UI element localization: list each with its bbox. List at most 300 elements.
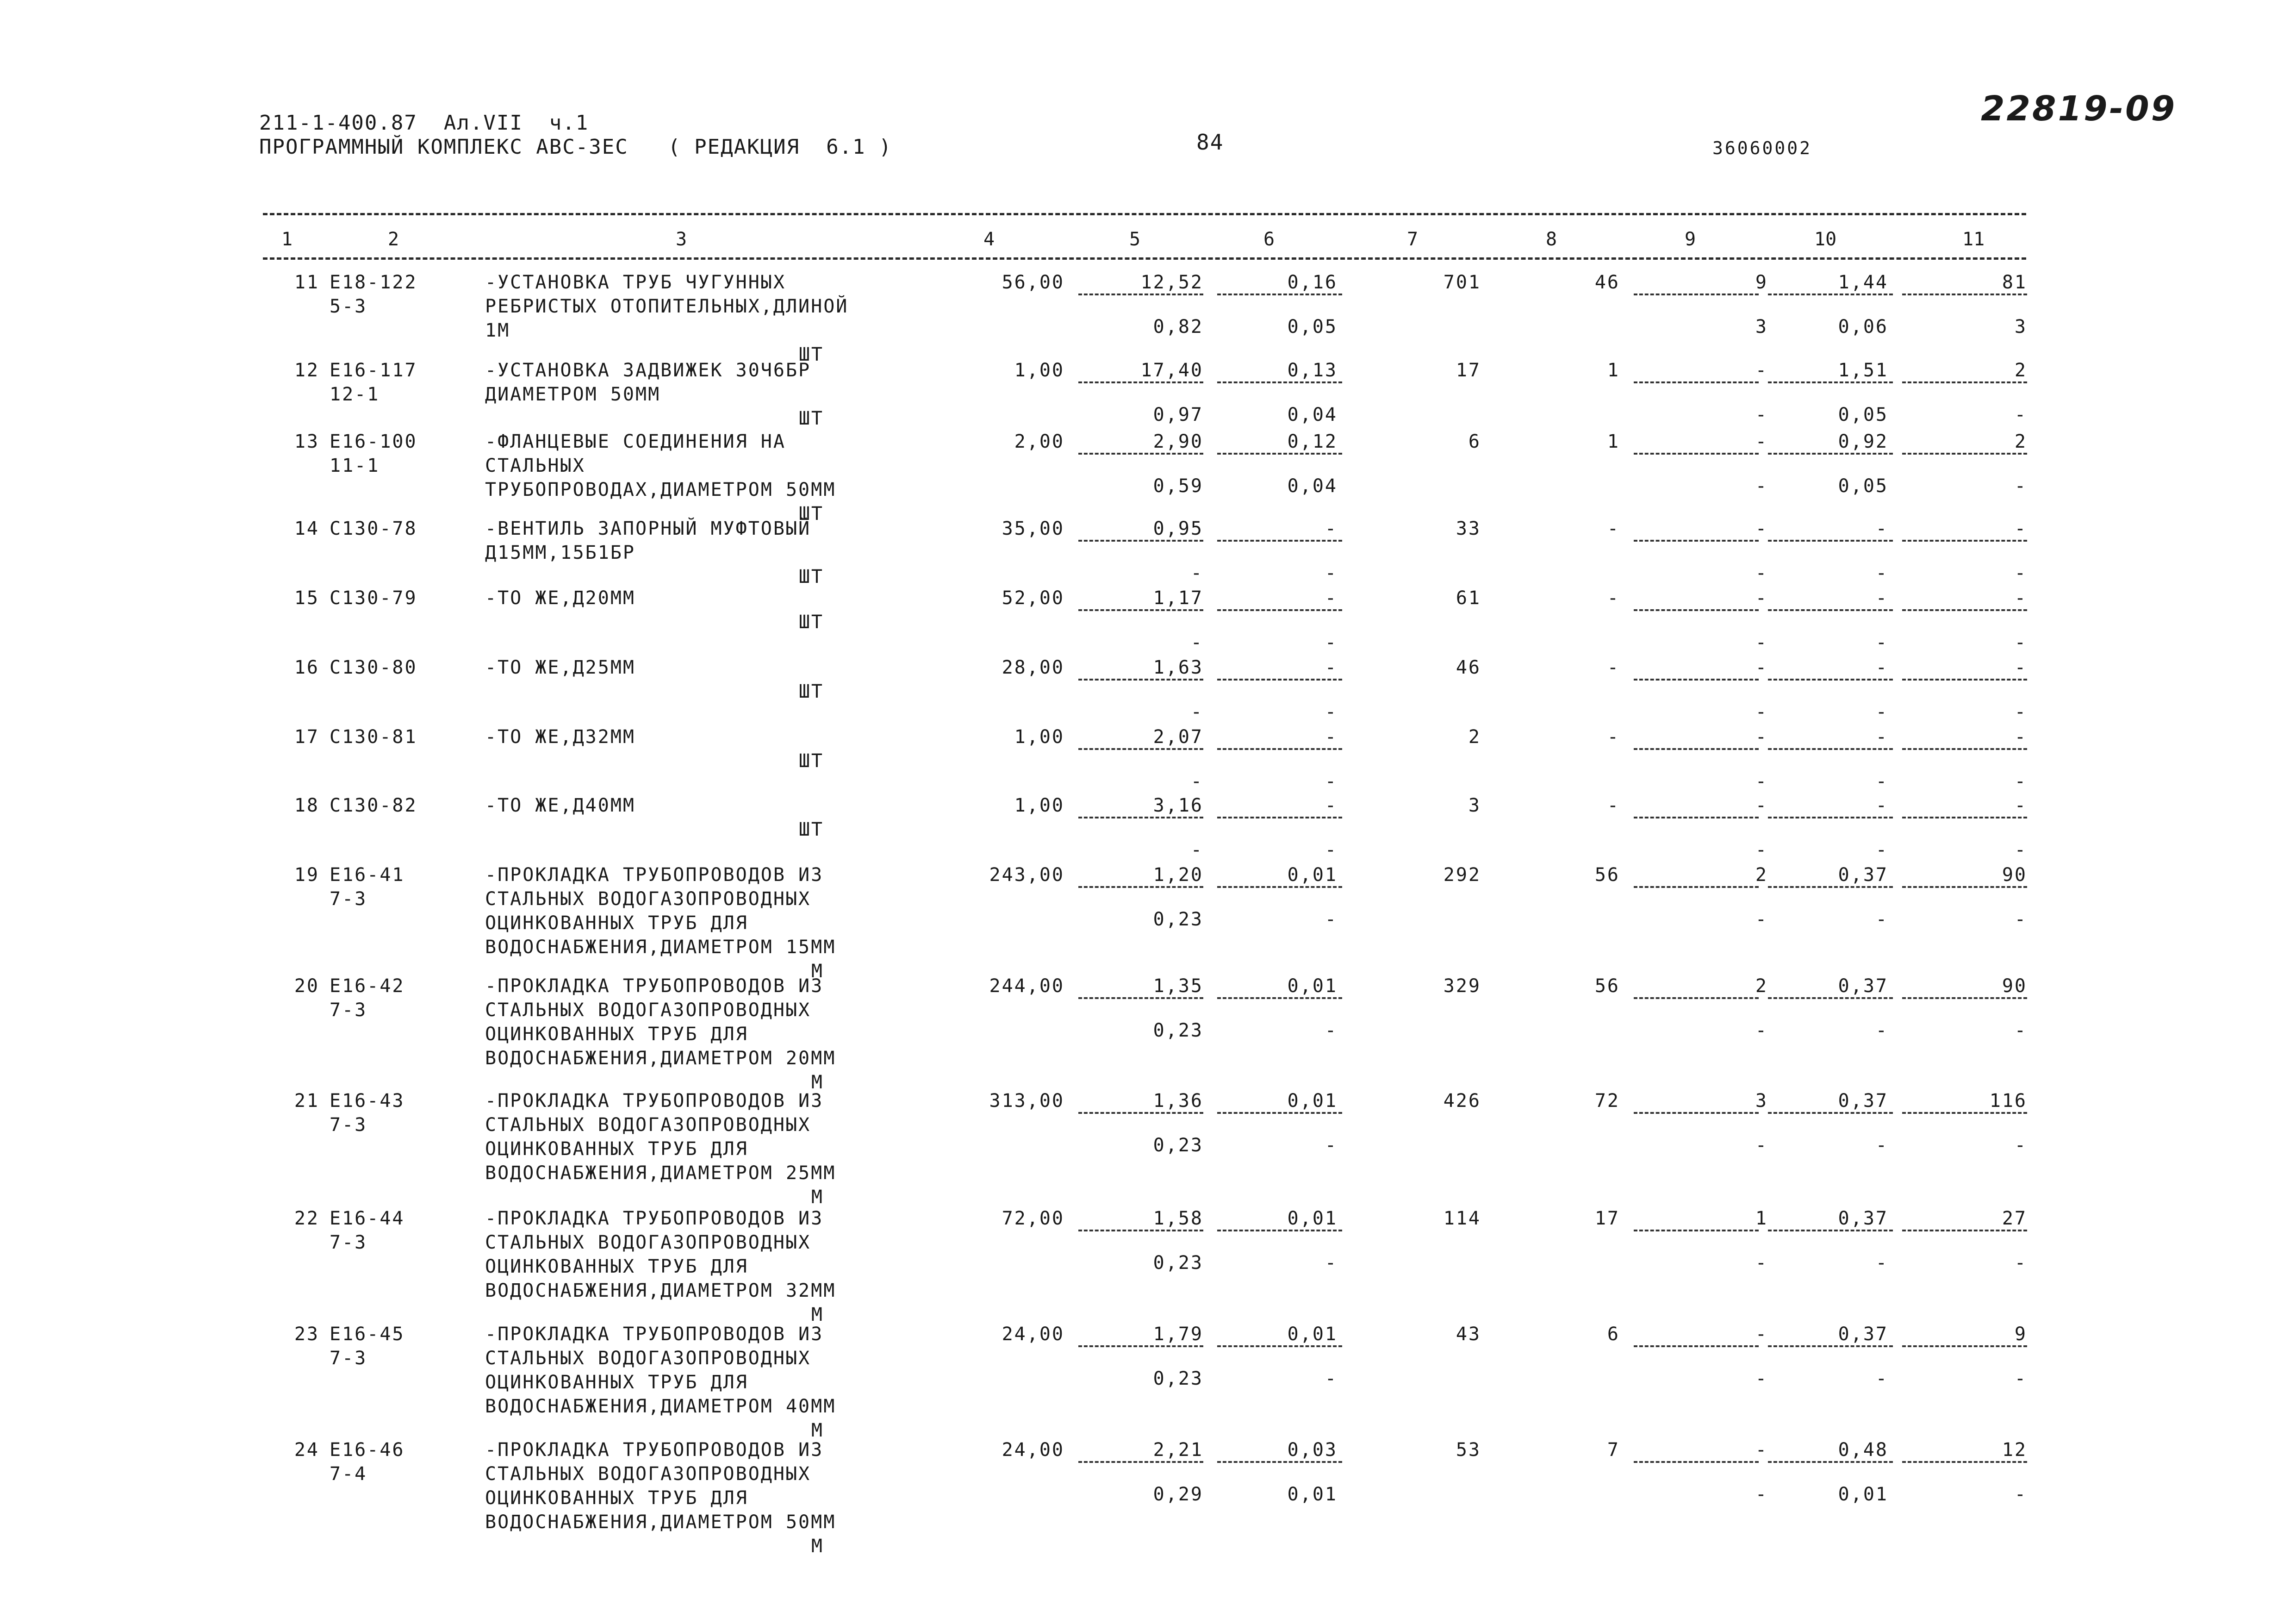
work-description: -ПРОКЛАДКА ТРУБОПРОВОДОВ ИЗ <box>485 975 824 997</box>
total-cost: 61 <box>1456 587 1481 609</box>
total-wages: - <box>1607 726 1620 748</box>
labor-total: 9 <box>2014 1324 2027 1345</box>
unit-of-measure: ШТ <box>798 344 824 365</box>
total-machines-wages: - <box>1755 1484 1768 1505</box>
quantity: 28,00 <box>1002 657 1064 678</box>
divider-line <box>1078 609 1203 611</box>
divider-line <box>1768 817 1893 818</box>
divider-line <box>1078 1230 1203 1231</box>
total-cost: 329 <box>1443 975 1481 997</box>
total-machines: - <box>1755 657 1768 678</box>
rate-code: 5-3 <box>330 296 367 317</box>
row-number: 18 <box>294 795 319 816</box>
labor-per-unit: - <box>1875 795 1888 816</box>
divider-line <box>1768 1461 1893 1463</box>
labor-per-unit-machinists: - <box>1875 771 1888 792</box>
row-number: 17 <box>294 726 319 748</box>
rate-code: 7-3 <box>330 1232 367 1253</box>
labor-per-unit-machinists: - <box>1875 562 1888 584</box>
labor-total: - <box>2014 518 2027 539</box>
row-number: 12 <box>294 360 319 381</box>
divider-line <box>1078 1345 1203 1347</box>
quantity: 52,00 <box>1002 587 1064 609</box>
divider-line <box>1217 1461 1342 1463</box>
labor-total-machinists: - <box>2014 632 2027 653</box>
labor-total: - <box>2014 657 2027 678</box>
unit-of-measure: М <box>811 1304 824 1325</box>
labor-per-unit-machinists: - <box>1875 1020 1888 1041</box>
work-description: -УСТАНОВКА ТРУБ ЧУГУННЫХ <box>485 272 786 293</box>
total-cost: 114 <box>1443 1208 1481 1229</box>
unit-cost-wages: - <box>1190 771 1203 792</box>
work-description: ОЦИНКОВАННЫХ ТРУБ ДЛЯ <box>485 1138 748 1160</box>
unit-cost-wages: - <box>1190 562 1203 584</box>
unit-cost-machines-wages: 0,01 <box>1287 1484 1338 1505</box>
divider-line <box>1902 609 2027 611</box>
column-number-4: 4 <box>983 229 995 250</box>
labor-total-machinists: - <box>2014 771 2027 792</box>
divider-line <box>1217 540 1342 542</box>
rate-code: Е16-45 <box>330 1324 405 1345</box>
unit-cost-machines-wages: 0,04 <box>1287 404 1338 425</box>
labor-per-unit: - <box>1875 587 1888 609</box>
unit-cost-wages: 0,59 <box>1153 475 1203 497</box>
unit-cost-total: 17,40 <box>1140 360 1203 381</box>
program-title: ПРОГРАММНЫЙ КОМПЛЕКС АВС-ЗЕС ( РЕДАКЦИЯ 6.1 ) <box>259 135 892 159</box>
total-machines: - <box>1755 360 1768 381</box>
divider-line <box>1902 453 2027 455</box>
labor-per-unit-machinists: 0,05 <box>1838 475 1888 497</box>
total-machines: - <box>1755 431 1768 452</box>
unit-cost-wages: 0,23 <box>1153 1252 1203 1274</box>
unit-cost-total: 1,20 <box>1153 864 1203 886</box>
quantity: 2,00 <box>1014 431 1064 452</box>
unit-of-measure: М <box>811 1420 824 1441</box>
unit-cost-wages: 0,23 <box>1153 1020 1203 1041</box>
divider-line <box>1768 886 1893 888</box>
work-description: ОЦИНКОВАННЫХ ТРУБ ДЛЯ <box>485 1024 748 1045</box>
work-description: -ПРОКЛАДКА ТРУБОПРОВОДОВ ИЗ <box>485 864 824 886</box>
total-wages: 1 <box>1607 431 1620 452</box>
unit-cost-machines: 0,12 <box>1287 431 1338 452</box>
unit-cost-machines: - <box>1325 518 1338 539</box>
divider-line <box>1902 540 2027 542</box>
unit-of-measure: ШТ <box>798 408 824 429</box>
divider-line <box>1634 609 1759 611</box>
work-description: ОЦИНКОВАННЫХ ТРУБ ДЛЯ <box>485 1256 748 1277</box>
row-number: 15 <box>294 587 319 609</box>
total-machines-wages: - <box>1755 839 1768 861</box>
row-number: 21 <box>294 1090 319 1112</box>
labor-total-machinists: - <box>2014 1484 2027 1505</box>
divider-line <box>1634 997 1759 999</box>
quantity: 1,00 <box>1014 795 1064 816</box>
divider-line <box>1634 1230 1759 1231</box>
divider-line <box>1768 1112 1893 1114</box>
total-wages: 1 <box>1607 360 1620 381</box>
unit-of-measure: ШТ <box>798 750 824 772</box>
divider-line <box>1634 1461 1759 1463</box>
total-cost: 2 <box>1468 726 1481 748</box>
total-machines: 9 <box>1755 272 1768 293</box>
work-description: СТАЛЬНЫХ ВОДОГАЗОПРОВОДНЫХ <box>485 1348 811 1369</box>
divider-line <box>1634 1345 1759 1347</box>
divider-line <box>1217 609 1342 611</box>
total-machines-wages: - <box>1755 1020 1768 1041</box>
work-description: ВОДОСНАБЖЕНИЯ,ДИАМЕТРОМ 40ММ <box>485 1396 836 1417</box>
total-cost: 701 <box>1443 272 1481 293</box>
unit-cost-wages: - <box>1190 839 1203 861</box>
unit-cost-machines-wages: - <box>1325 632 1338 653</box>
divider-line <box>1768 748 1893 750</box>
rate-code: С130-82 <box>330 795 417 816</box>
labor-per-unit: 0,48 <box>1838 1439 1888 1461</box>
rate-code: С130-80 <box>330 657 417 678</box>
unit-cost-machines-wages: 0,05 <box>1287 316 1338 337</box>
work-description: ОЦИНКОВАННЫХ ТРУБ ДЛЯ <box>485 1372 748 1393</box>
labor-per-unit: 0,37 <box>1838 1208 1888 1229</box>
unit-cost-machines-wages: 0,04 <box>1287 475 1338 497</box>
divider-line <box>1902 817 2027 818</box>
row-number: 22 <box>294 1208 319 1229</box>
labor-total: 12 <box>2002 1439 2027 1461</box>
unit-cost-total: 2,21 <box>1153 1439 1203 1461</box>
quantity: 56,00 <box>1002 272 1064 293</box>
divider-line <box>1634 381 1759 383</box>
work-description: СТАЛЬНЫХ ВОДОГАЗОПРОВОДНЫХ <box>485 1232 811 1253</box>
total-cost: 426 <box>1443 1090 1481 1112</box>
labor-total-machinists: - <box>2014 562 2027 584</box>
unit-cost-machines: - <box>1325 795 1338 816</box>
divider-line <box>1902 679 2027 681</box>
unit-cost-machines: 0,01 <box>1287 1090 1338 1112</box>
labor-total-machinists: - <box>2014 839 2027 861</box>
total-machines-wages: - <box>1755 475 1768 497</box>
row-number: 14 <box>294 518 319 539</box>
unit-cost-machines: - <box>1325 657 1338 678</box>
unit-cost-wages: 0,23 <box>1153 909 1203 930</box>
unit-cost-wages: 0,29 <box>1153 1484 1203 1505</box>
divider-line <box>1217 453 1342 455</box>
unit-cost-wages: 0,97 <box>1153 404 1203 425</box>
work-description: -ПРОКЛАДКА ТРУБОПРОВОДОВ ИЗ <box>485 1439 824 1461</box>
labor-total: 90 <box>2002 975 2027 997</box>
work-description: -ПРОКЛАДКА ТРУБОПРОВОДОВ ИЗ <box>485 1090 824 1112</box>
column-number-1: 1 <box>281 229 293 250</box>
labor-total-machinists: - <box>2014 1020 2027 1041</box>
work-description: ВОДОСНАБЖЕНИЯ,ДИАМЕТРОМ 15ММ <box>485 937 836 958</box>
unit-cost-machines-wages: - <box>1325 1020 1338 1041</box>
total-machines: 3 <box>1755 1090 1768 1112</box>
labor-per-unit-machinists: - <box>1875 909 1888 930</box>
unit-cost-machines-wages: - <box>1325 1368 1338 1389</box>
rate-code: 7-3 <box>330 1114 367 1136</box>
total-wages: 56 <box>1594 864 1620 886</box>
total-machines: - <box>1755 1324 1768 1345</box>
total-wages: 72 <box>1594 1090 1620 1112</box>
labor-per-unit-machinists: - <box>1875 1368 1888 1389</box>
divider-line <box>1902 748 2027 750</box>
total-cost: 33 <box>1456 518 1481 539</box>
unit-cost-machines: - <box>1325 587 1338 609</box>
labor-total: 2 <box>2014 431 2027 452</box>
work-description: -УСТАНОВКА ЗАДВИЖЕК 30Ч6БР <box>485 360 811 381</box>
unit-cost-machines: 0,01 <box>1287 1324 1338 1345</box>
labor-total: - <box>2014 795 2027 816</box>
total-machines: 2 <box>1755 975 1768 997</box>
row-number: 13 <box>294 431 319 452</box>
divider-line <box>1902 1230 2027 1231</box>
labor-total: 27 <box>2002 1208 2027 1229</box>
labor-per-unit-machinists: - <box>1875 701 1888 723</box>
divider-line <box>1634 886 1759 888</box>
quantity: 243,00 <box>989 864 1064 886</box>
labor-total: - <box>2014 587 2027 609</box>
work-description: РЕБРИСТЫХ ОТОПИТЕЛЬНЫХ,ДЛИНОЙ <box>485 296 849 317</box>
total-machines: - <box>1755 1439 1768 1461</box>
row-number: 23 <box>294 1324 319 1345</box>
column-number-3: 3 <box>676 229 687 250</box>
divider-line <box>1217 817 1342 818</box>
labor-total: 116 <box>1989 1090 2027 1112</box>
total-wages: 46 <box>1594 272 1620 293</box>
divider-line <box>1078 294 1203 295</box>
divider-line <box>1078 748 1203 750</box>
work-description: ДИАМЕТРОМ 50ММ <box>485 384 661 405</box>
total-wages: 7 <box>1607 1439 1620 1461</box>
divider-line <box>1634 679 1759 681</box>
labor-per-unit-machinists: 0,05 <box>1838 404 1888 425</box>
divider-line <box>1768 997 1893 999</box>
divider-line <box>1768 609 1893 611</box>
labor-per-unit-machinists: 0,01 <box>1838 1484 1888 1505</box>
unit-cost-total: 1,35 <box>1153 975 1203 997</box>
unit-cost-total: 1,17 <box>1153 587 1203 609</box>
divider-line <box>1217 997 1342 999</box>
total-wages: 17 <box>1594 1208 1620 1229</box>
column-number-6: 6 <box>1263 229 1275 250</box>
total-machines: 1 <box>1755 1208 1768 1229</box>
row-number: 16 <box>294 657 319 678</box>
labor-total-machinists: 3 <box>2014 316 2027 337</box>
divider-line <box>1634 1112 1759 1114</box>
total-machines-wages: - <box>1755 909 1768 930</box>
unit-cost-total: 12,52 <box>1140 272 1203 293</box>
divider-line <box>1768 679 1893 681</box>
row-number: 11 <box>294 272 319 293</box>
quantity: 1,00 <box>1014 360 1064 381</box>
labor-per-unit: 0,37 <box>1838 1324 1888 1345</box>
row-number: 24 <box>294 1439 319 1461</box>
total-machines-wages: - <box>1755 701 1768 723</box>
unit-cost-total: 2,07 <box>1153 726 1203 748</box>
divider-line <box>1902 997 2027 999</box>
rate-code: 7-3 <box>330 999 367 1021</box>
work-description: ВОДОСНАБЖЕНИЯ,ДИАМЕТРОМ 20ММ <box>485 1048 836 1069</box>
labor-per-unit: 0,37 <box>1838 864 1888 886</box>
work-description: СТАЛЬНЫХ <box>485 455 585 476</box>
divider-line <box>1217 1230 1342 1231</box>
labor-per-unit-machinists: - <box>1875 1135 1888 1156</box>
total-cost: 3 <box>1468 795 1481 816</box>
unit-cost-total: 1,58 <box>1153 1208 1203 1229</box>
divider-line <box>1078 886 1203 888</box>
total-wages: - <box>1607 587 1620 609</box>
labor-per-unit: - <box>1875 726 1888 748</box>
work-description: СТАЛЬНЫХ ВОДОГАЗОПРОВОДНЫХ <box>485 1463 811 1485</box>
table-top-rule <box>263 213 2026 215</box>
divider-line <box>1078 679 1203 681</box>
column-number-7: 7 <box>1407 229 1419 250</box>
unit-cost-machines-wages: - <box>1325 562 1338 584</box>
column-number-2: 2 <box>388 229 399 250</box>
divider-line <box>1217 294 1342 295</box>
work-description: -ТО ЖЕ,Д40ММ <box>485 795 635 816</box>
rate-code: Е16-46 <box>330 1439 405 1461</box>
total-wages: 56 <box>1594 975 1620 997</box>
divider-line <box>1078 1112 1203 1114</box>
rate-code: С130-78 <box>330 518 417 539</box>
rate-code: Е16-100 <box>330 431 417 452</box>
work-description: -ВЕНТИЛЬ ЗАПОРНЫЙ МУФТОВЫЙ <box>485 518 811 539</box>
labor-total-machinists: - <box>2014 1368 2027 1389</box>
total-machines-wages: - <box>1755 562 1768 584</box>
total-cost: 292 <box>1443 864 1481 886</box>
divider-line <box>1217 1112 1342 1114</box>
divider-line <box>1078 540 1203 542</box>
total-wages: 6 <box>1607 1324 1620 1345</box>
total-machines: - <box>1755 587 1768 609</box>
work-description: ОЦИНКОВАННЫХ ТРУБ ДЛЯ <box>485 912 748 934</box>
divider-line <box>1902 1345 2027 1347</box>
divider-line <box>1078 381 1203 383</box>
total-machines-wages: - <box>1755 1252 1768 1274</box>
divider-line <box>1217 748 1342 750</box>
table-header-rule <box>263 257 2026 260</box>
unit-of-measure: ШТ <box>798 566 824 587</box>
total-cost: 6 <box>1468 431 1481 452</box>
work-description: -ФЛАНЦЕВЫЕ СОЕДИНЕНИЯ НА <box>485 431 786 452</box>
unit-cost-machines: 0,03 <box>1287 1439 1338 1461</box>
unit-cost-machines-wages: - <box>1325 771 1338 792</box>
divider-line <box>1634 748 1759 750</box>
work-description: -ТО ЖЕ,Д25ММ <box>485 657 635 678</box>
quantity: 24,00 <box>1002 1324 1064 1345</box>
unit-cost-total: 0,95 <box>1153 518 1203 539</box>
quantity: 313,00 <box>989 1090 1064 1112</box>
column-number-11: 11 <box>1962 229 1985 250</box>
quantity: 35,00 <box>1002 518 1064 539</box>
total-machines-wages: 3 <box>1755 316 1768 337</box>
divider-line <box>1768 1345 1893 1347</box>
unit-cost-machines: 0,01 <box>1287 975 1338 997</box>
row-number: 19 <box>294 864 319 886</box>
work-description: ТРУБОПРОВОДАХ,ДИАМЕТРОМ 50ММ <box>485 479 836 500</box>
rate-code: С130-81 <box>330 726 417 748</box>
rate-code: Е16-117 <box>330 360 417 381</box>
unit-of-measure: М <box>811 1536 824 1557</box>
rate-code: Е16-43 <box>330 1090 405 1112</box>
quantity: 1,00 <box>1014 726 1064 748</box>
total-machines: - <box>1755 795 1768 816</box>
work-description: -ТО ЖЕ,Д20ММ <box>485 587 635 609</box>
unit-cost-machines: 0,01 <box>1287 864 1338 886</box>
total-wages: - <box>1607 657 1620 678</box>
column-number-10: 10 <box>1814 229 1837 250</box>
divider-line <box>1217 886 1342 888</box>
divider-line <box>1768 1230 1893 1231</box>
unit-cost-wages: 0,23 <box>1153 1368 1203 1389</box>
total-machines-wages: - <box>1755 1368 1768 1389</box>
unit-cost-total: 1,79 <box>1153 1324 1203 1345</box>
unit-cost-wages: 0,82 <box>1153 316 1203 337</box>
rate-code: Е16-41 <box>330 864 405 886</box>
total-cost: 53 <box>1456 1439 1481 1461</box>
labor-total-machinists: - <box>2014 909 2027 930</box>
divider-line <box>1902 1112 2027 1114</box>
unit-of-measure: М <box>811 961 824 982</box>
total-machines: - <box>1755 518 1768 539</box>
labor-total-machinists: - <box>2014 404 2027 425</box>
row-number: 20 <box>294 975 319 997</box>
labor-total: 81 <box>2002 272 2027 293</box>
divider-line <box>1634 817 1759 818</box>
unit-cost-machines-wages: - <box>1325 1135 1338 1156</box>
total-cost: 43 <box>1456 1324 1481 1345</box>
unit-cost-total: 2,90 <box>1153 431 1203 452</box>
work-description: 1М <box>485 320 510 341</box>
unit-cost-wages: - <box>1190 632 1203 653</box>
rate-code: 7-4 <box>330 1463 367 1485</box>
divider-line <box>1902 294 2027 295</box>
unit-cost-machines-wages: - <box>1325 1252 1338 1274</box>
labor-per-unit: 0,37 <box>1838 975 1888 997</box>
labor-per-unit: 1,51 <box>1838 360 1888 381</box>
labor-total-machinists: - <box>2014 475 2027 497</box>
work-description: ВОДОСНАБЖЕНИЯ,ДИАМЕТРОМ 50ММ <box>485 1512 836 1533</box>
unit-cost-wages: - <box>1190 701 1203 723</box>
total-machines: 2 <box>1755 864 1768 886</box>
divider-line <box>1078 1461 1203 1463</box>
work-description: Д15ММ,15Б1БР <box>485 542 635 563</box>
total-machines-wages: - <box>1755 632 1768 653</box>
quantity: 72,00 <box>1002 1208 1064 1229</box>
rate-code: 12-1 <box>330 384 380 405</box>
work-description: -ТО ЖЕ,Д32ММ <box>485 726 635 748</box>
divider-line <box>1217 381 1342 383</box>
document-id: 36060002 <box>1712 138 1812 158</box>
divider-line <box>1768 294 1893 295</box>
rate-code: 7-3 <box>330 888 367 910</box>
unit-cost-machines-wages: - <box>1325 839 1338 861</box>
unit-of-measure: ШТ <box>798 612 824 633</box>
rate-code: Е16-42 <box>330 975 405 997</box>
total-machines-wages: - <box>1755 1135 1768 1156</box>
divider-line <box>1078 997 1203 999</box>
page-number: 84 <box>1196 130 1224 155</box>
unit-cost-total: 1,36 <box>1153 1090 1203 1112</box>
unit-of-measure: ШТ <box>798 503 824 525</box>
total-machines-wages: - <box>1755 771 1768 792</box>
divider-line <box>1078 453 1203 455</box>
rate-code: 11-1 <box>330 455 380 476</box>
rate-code: Е18-122 <box>330 272 417 293</box>
work-description: СТАЛЬНЫХ ВОДОГАЗОПРОВОДНЫХ <box>485 888 811 910</box>
unit-cost-machines-wages: - <box>1325 909 1338 930</box>
labor-total-machinists: - <box>2014 1135 2027 1156</box>
unit-cost-total: 3,16 <box>1153 795 1203 816</box>
handwritten-stamp-number: 22819-09 <box>1981 89 2177 129</box>
